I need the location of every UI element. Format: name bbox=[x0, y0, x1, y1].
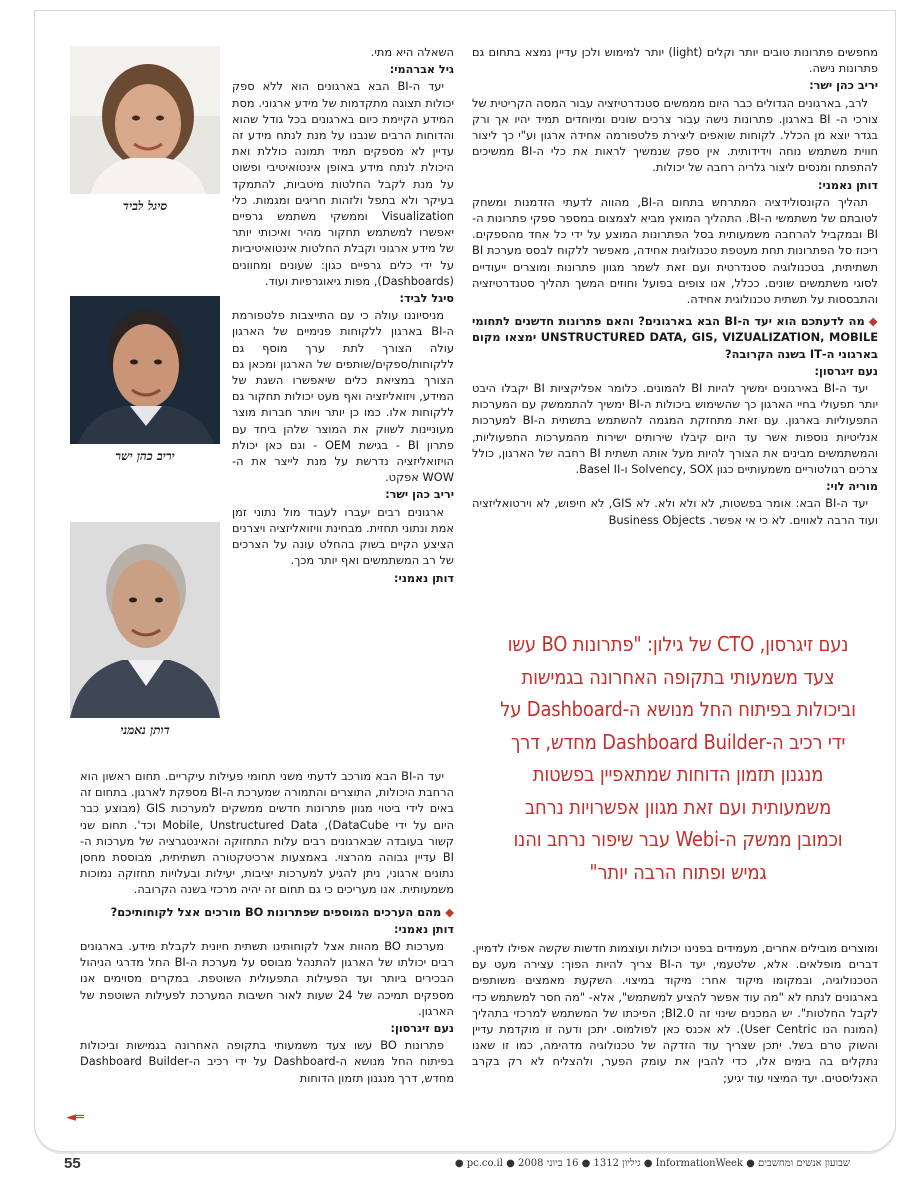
page-number: 55 bbox=[64, 1155, 81, 1172]
diamond-icon: ◆ bbox=[868, 314, 878, 329]
question-text: מהם הערכים המוספים שפתרונות BO מורכים אצל לקוחותיכם? bbox=[110, 904, 442, 919]
page-footer bbox=[0, 1152, 900, 1174]
speaker-name: גיל אברהמי: bbox=[389, 63, 454, 77]
portrait-yariv-cohen-yashar bbox=[70, 296, 220, 464]
paragraph: פתרונות BO עשו צעד משמעותי בתקופה האחרונה בגמישות וביכולות בפיתוח החל מנושא ה-Dashboard על ידי רכיב ה-Dashboard Builder מחדש, דרך מנגנון תזמון הדוחות bbox=[80, 1038, 454, 1085]
article-column-middle bbox=[232, 44, 454, 587]
question-text: מה לדעתכם הוא יעד ה-BI הבא בארגונים? והאם פתרונות חדשנים לתחומי UNSTRUCTURED DATA, GIS, VIZUALIZATION, MOBILE ימצאו מקום בארגוני ה-IT בשנה הקרובה? bbox=[472, 314, 879, 361]
portrait-dotan-naamani bbox=[70, 522, 220, 738]
speaker-name: נעם זיגרסון: bbox=[390, 1022, 454, 1036]
pull-quote-line: וכמובן ממשק ה-Webi עבר שיפור נרחב והנו bbox=[513, 827, 843, 851]
photo-caption: יריב כהן ישר bbox=[115, 449, 175, 463]
pull-quote-line: וביכולות בפיתוח החל מנושא ה-Dashboard על bbox=[500, 697, 856, 721]
portrait-sigal-lavid bbox=[70, 46, 220, 214]
paragraph: יעד ה-BI באירגונים ימשיך להיות BI להמונים. כלומר אפליקציות BI יקבלו היבט יותר תפעולי בחיי הארגון כך שהשימוש ביכולות ה-BI ימשיך להתממשק עם המערכות התפעוליות בארגון. עם זאת מתחזקת המגמה להשתמש בתשתית ה-BI למערכות אנליטיות נוספות אשר עד היום קיבלו שירותים ישירות מהמערכות התפעוליות, והמשתמשים מבינים את הצורך להיות מעל אותה תשתית BI רחבה של הארגון, כולל צרכים רגולטוריים משמעותיים כגון Solvency, SOX ו-Basel II. bbox=[472, 381, 878, 477]
footer-publication-line: שבועון אנשים ומחשבים ● InformationWeek ● גיליון 1312 ● 16 ביוני 2008 ● pc.co.il ● bbox=[454, 1158, 850, 1169]
paragraph: ומוצרים מובילים אחרים, מעמידים בפנינו יכולות ועוצמות חדשות שקשה אפילו לדמיין. דברים מופלאים. אלא, שלטעמי, יעד ה-BI צריך להיות הפוך: עצירה מעט עם הטכנולוגיה, ובמקומו מיקוד אחר: מיקוד במיצוי. השקעת מאמצים משותפים בארגונים לנתח לא "מה עוד אפשר להציע למשתמש", אלא- "מה חסר למשתמש כדי לקבל החלטות". יש המכנים שינוי זה BI2.0; הפיכתו של המשתמש למרכזי בתהליך (המונח הנו User Centric). לא אכנס כאן לפולמוס. יתכן ודעה זו מוקדמת עדיין והשוק טרם בשל. יתכן שצריך עוד הזדקה של טכנולוגיה מדהימה, כמו זו שאנו נתקלים בה בימים אלו, כדי להבין את עומק הפער, ולהצליח לא רק בקרב האנליסטים. יעד המיצוי עוד יגיע; bbox=[472, 941, 878, 1085]
speaker-name: דותן נאמני: bbox=[818, 178, 878, 192]
article-column-right bbox=[472, 44, 878, 529]
paragraph: יעד ה-BI הבא בארגונים הוא ללא ספק יכולות תצוגה מתקדמות של מידע ארגוני. מסת המידע הקיימת כיום בארגונים בכל גודל שהוא והדוחות הרבים שנבנו על מנת לנתח מידע זה עדיין לא מספקים תמיד תמונה כוללת ואת היכולת לנתח מידע באופן אינטואיטיבי ופשוט על מנת לקבל החלטות מיטביות, להתמקד בעיקר ולא בתפל ולזהות חריגים ומגמות. כלי Visualization וממשקי משתמש גרפיים יאפשרו למשתמש תחקור מהיר ואיכותי יותר של מידע ארגוני וקבלת החלטות אינטואיטיביות על ידי כלים גרפיים כגון: שעונים ומחוונים (Dashboards), מפות גיאוגרפיות ועוד. bbox=[232, 79, 454, 288]
pull-quote-line: מנגנון תזמון הדוחות שמתאפיין בפשטות bbox=[532, 762, 824, 786]
man-portrait-icon bbox=[70, 522, 220, 718]
paragraph: תהליך הקונסולידציה המתרחש בתחום ה-BI, מהווה לדעתי הזדמנות ומשחק לטובתם של משתמשי ה-BI. התהליך המואץ מביא לצמצום במספר ספקי פתרונות ה-BI ובמקביל להרחבה משמעותית בסל הפתרונות המוצע על ידי כל אחד מהספקים. ריכוז סל הפתרונות תחת מעטפת טכנולוגית אחידה, מאפשר ללקוח לבסס מערכת BI תשתיתית, בטכנולוגיה סטנדרטית ועם זאת לשמר מגוון פתרונות ומוצרים ייעודיים לסוגי משתמשים שונים. ככלל, אנו צופים בפועל וחוזים המשך תהליך סטנדרטיזציה והתבססות על תשתית טכנולוגית אחידה. bbox=[472, 194, 878, 307]
pull-quote-line: נעם זיגרסון, CTO של גילון: "פתרונות BO עשו bbox=[507, 632, 849, 656]
pull-quote-line: גמיש ופתוח הרבה יותר" bbox=[589, 859, 767, 884]
speaker-name: נעם זיגרסון: bbox=[814, 364, 878, 378]
speaker-name: יריב כהן ישר: bbox=[385, 488, 454, 502]
paragraph: מחפשים פתרונות טובים יותר וקלים (light) יותר למימוש ולכן עדיין נמצא בתחום גם פתרונות נישה. bbox=[472, 45, 879, 76]
portrait-photo bbox=[70, 296, 220, 444]
continue-arrow-icon: ◄═ bbox=[66, 1110, 84, 1125]
paragraph: ארגונים רבים יעברו לעבוד מול נתוני זמן אמת ונתוני תחזית. מבחינת וויזואליזציה ויצרנים הציצע הקיים בשוק בהחלט עונה על הצרכים של רב המשתמשים ואף יותר מכך. bbox=[232, 504, 454, 568]
pull-quote-line: צעד משמעותי בתקופה האחרונה בגמישות bbox=[521, 664, 835, 689]
photo-caption: דותן נאמני bbox=[120, 723, 170, 737]
paragraph: יעד ה-BI הבא מורכב לדעתי משני תחומי פעילות עיקריים. תחום ראשון הוא הרחבת היכולות, התוצרים והתמורה שמערכת ה-BI מספקת לארגון. בתחום זה באים לידי ביטוי מגוון פתרונות חדשים ממשקים למערכות GIS (מבוצע כבר היום על ידי DataCube), Mobile, Unstructured Data וכד'. תחום שני קשור בעובדה שבארגונים רבים עלות התחזוקה והאינטגרציה של מערכות ה-BI עדיין גבוהה מהרצוי. באמצעות ארכיטקטורה תשתיתית, מבוססת מחסן נתונים ארגוני, ניתן להגיע למערכות יציבות, יעילות ובעלויות תחזוקה נמוכות משמעותית. אנו מעריכים כי גם תחום זה יהיה מרכזי בשנה הקרובה. bbox=[80, 769, 455, 897]
speaker-name: מוריה לוי: bbox=[826, 480, 878, 494]
speaker-name: יריב כהן ישר: bbox=[809, 79, 878, 93]
diamond-icon: ◆ bbox=[445, 904, 454, 919]
paragraph: לרב, בארגונים הגדולים כבר היום מממשים סטנדרטיזציה עבור המסה הקריטית של צורכי ה- BI בארגון. פתרונות נישה עבור צרכים שונים ומיוחדים תמיד יהיו אך ורק בגדר יוצא מן הכלל. לקוחות שואפים ליצירת פלטפורמה אחידה ארגון וע"י כך ליצור חווית משתמש נוחה וידידותית. אין ספק שנמשיך לראות את כלי ה-BI ממשיכים להתפתח ומנסים ליצור גלריה רחבה של יכולות. bbox=[472, 95, 878, 175]
speaker-name: סיגל לביד: bbox=[399, 292, 454, 306]
portrait-photo bbox=[70, 46, 220, 194]
speaker-name: דותן נאמני: bbox=[394, 571, 454, 585]
pull-quote-line: ידי רכיב ה-Dashboard Builder מחדש, דרך bbox=[510, 729, 846, 754]
pull-quote bbox=[474, 628, 882, 888]
portrait-photo bbox=[70, 522, 220, 718]
interview-question bbox=[80, 904, 454, 920]
paragraph: יעד ה-BI הבא: אומר בפשטות, לא ולא ולא. לא GIS, לא חיפוש, לא וירטואליזציה ועוד הרבה לאווים. לא כי אי אפשר. Business Objects bbox=[472, 496, 878, 527]
paragraph: מניסיוננו עולה כי עם התייצבות פלטפורמת ה-BI בארגון ללקוחות פנימיים של הארגון עולה הצורך לתת ערך מוסף גם ללקוחות/ספקים/שותפים של הארגון ומכאן גם הצורך במציאת כלים שיאפשרו השגת של המידע, ויזואליזציה ואף מעט יכולות תחקור גם ללקוחות אלו. כמו כן יותר ויותר חברות מוצר מעוניינות לשווק את המוצר שלהן ביחד עם פתרון BI - בגישת OEM - וגם כאן יכולת הויזואליזציה נדרשת על מנת לייצר את ה-WOW אפקט. bbox=[232, 308, 455, 485]
article-column-right-bottom bbox=[472, 940, 878, 1087]
interview-question bbox=[472, 313, 878, 362]
speaker-name: דותן נאמני: bbox=[394, 922, 454, 936]
paragraph: השאלה היא מתי. bbox=[370, 45, 454, 59]
man-portrait-icon bbox=[70, 296, 220, 444]
photo-caption: סיגל לביד bbox=[122, 199, 168, 213]
woman-portrait-icon bbox=[70, 46, 220, 194]
pull-quote-line: משמעותית ועם זאת מגוון אפשרויות נרחב bbox=[524, 794, 832, 819]
article-column-middle-bottom bbox=[80, 768, 454, 1087]
paragraph: מערכות BO מהוות אצל לקוחותינו תשתית חיונית לקבלת מידע. בארגונים רבים יכולתו של הארגון להתנהל מבוסס על מערכת ה-BI החל מדרגי הניהול הבכירים ביותר ועד הפעילות התפעולית השוטפת. במקרים מסוימים אנו מספקים תמיכה של 24 שעות לאור חשיבות המערכת לפעילות השוטפת של הארגון. bbox=[80, 939, 454, 1018]
